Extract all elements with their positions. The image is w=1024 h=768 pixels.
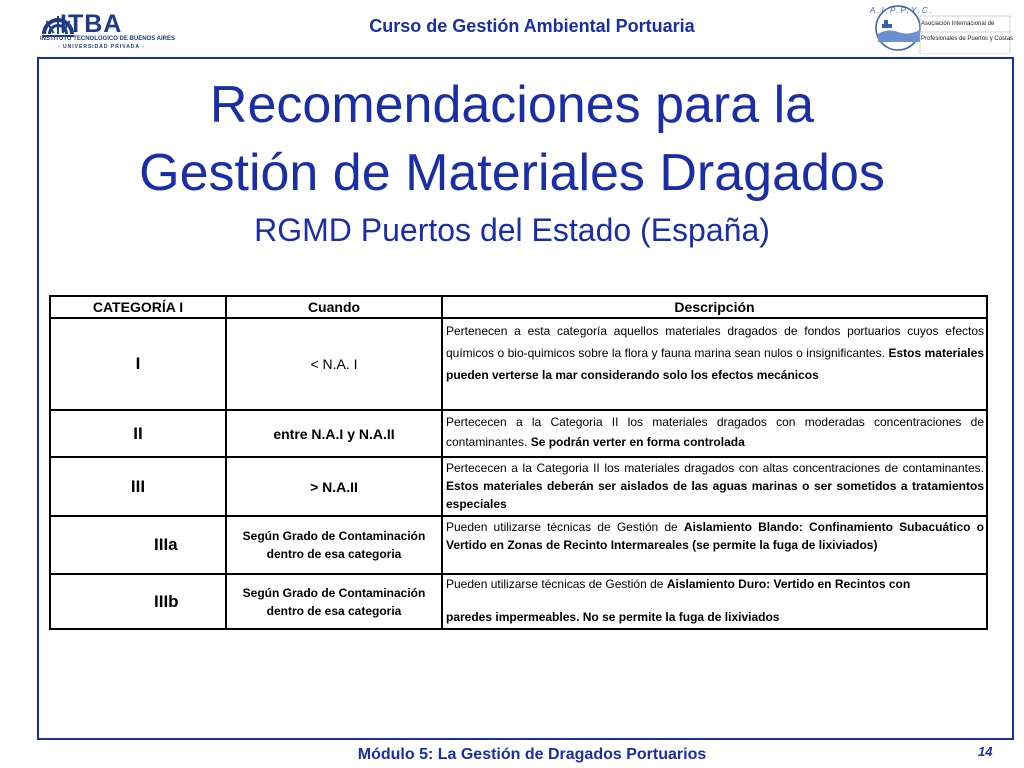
course-title: Curso de Gestión Ambiental Portuaria (369, 16, 695, 36)
table-row (50, 318, 987, 410)
assoc-name-line1: Asociación Internacional de (921, 21, 995, 27)
category-cell: III (50, 457, 226, 516)
slide-title-line1: Recomendaciones para la (209, 76, 815, 134)
table-row (50, 410, 987, 457)
category-table (49, 295, 988, 630)
description-cell (442, 318, 987, 410)
description-bold-text: Aislamiento Blando: Confinamiento Subacuático o Vertido en Zonas de Recinto Intermareales (se permite la fuga de lixiviados) (446, 520, 984, 552)
when-cell: > N.A.II (226, 457, 442, 516)
description-cell (442, 574, 987, 629)
description-text: Pertececen a la Categoria II los materiales dragados con altas concentraciones de contaminantes. (446, 461, 984, 475)
footer-module-title: Módulo 5: La Gestión de Dragados Portuarios (357, 746, 707, 763)
when-cell: Según Grado de Contaminación dentro de esa categoria (226, 574, 442, 629)
itba-logo-tagline: - UNIVERSIDAD PRIVADA - (58, 44, 145, 50)
header-categoria: CATEGORÍA I (50, 296, 226, 318)
aippyc-logo-text: A.I.P.P.Y.C. (870, 6, 934, 15)
header-cuando: Cuando (226, 296, 442, 318)
category-cell: I (50, 318, 226, 410)
itba-logo-subtitle: INSTITUTO TECNOLOGICO DE BUENOS AIRES (40, 36, 176, 42)
category-cell: IIIa (50, 516, 226, 574)
when-cell: < N.A. I (226, 318, 442, 410)
table-row (50, 574, 987, 629)
description-cell (442, 516, 987, 574)
when-cell: Según Grado de Contaminación dentro de esa categoria (226, 516, 442, 574)
slide-title-line2: Gestión de Materiales Dragados (139, 144, 885, 202)
page-number: 14 (978, 744, 993, 759)
assoc-name-line2: Profesionales de Puertos y Costas (921, 36, 1014, 42)
description-cell (442, 457, 987, 516)
description-text: Pertececen a la Categoria II los materiales dragados con moderadas concentraciones de contaminantes. (446, 415, 984, 449)
itba-logo-text: ITBA (60, 10, 123, 38)
description-text: Pueden utilizarse técnicas de Gestión de (446, 577, 667, 591)
category-cell: IIIb (50, 574, 226, 629)
table-row (50, 516, 987, 574)
description-bold-text-2: paredes impermeables. No se permite la fuga de lixiviados (446, 610, 780, 624)
description-text: Pertenecen a esta categoría aquellos materiales dragados de fondos portuarios cuyos efectos químicos o bio-quimicos sobre la flora y fauna marina sean nulos o insignificantes. (446, 324, 984, 360)
table-row (50, 457, 987, 516)
description-cell (442, 410, 987, 457)
description-bold-text: Estos materiales pueden verterse la mar considerando solo los efectos mecánicos (446, 346, 984, 382)
description-text: Pueden utilizarse técnicas de Gestión de (446, 520, 684, 534)
when-cell: entre N.A.I y N.A.II (226, 410, 442, 457)
description-bold-text: Estos materiales deberán ser aislados de las aguas marinas o ser sometidos a tratamientos especiales (446, 479, 984, 511)
table-header-row (50, 296, 987, 318)
description-bold-text: Se podrán verter en forma controlada (530, 435, 745, 449)
slide-subtitle: RGMD Puertos del Estado (España) (254, 212, 770, 248)
header-descripcion: Descripción (442, 296, 987, 318)
category-cell: II (50, 410, 226, 457)
description-bold-text: Aislamiento Duro: Vertido en Recintos con (666, 577, 911, 591)
